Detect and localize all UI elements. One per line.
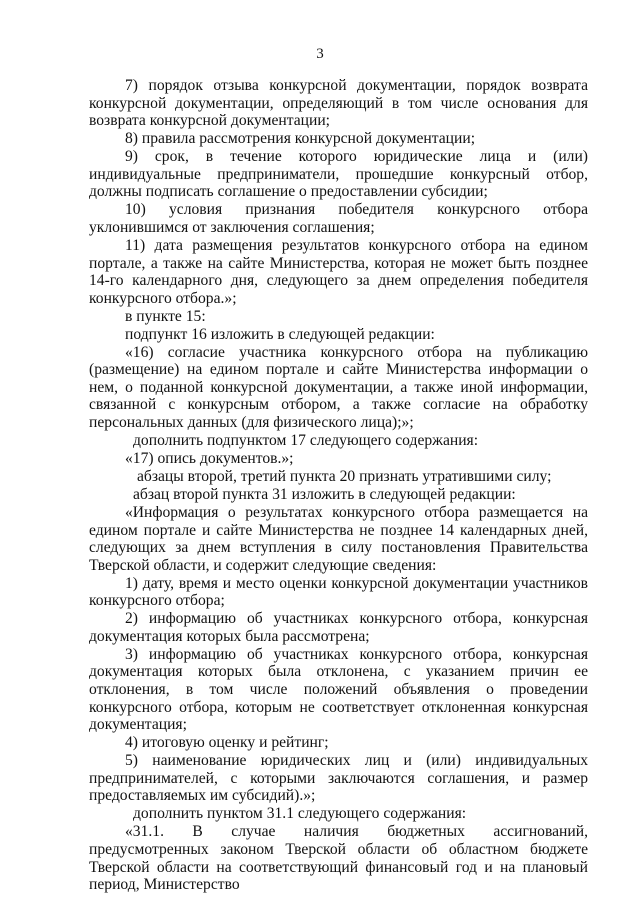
paragraph-results-info: «Информация о результатах конкурсного отбора размещается на едином портале и сайте Министерства не позднее 14 календарных дней, следующих за днем вступления в силу постановления Правительства Тверской области, и содержит следующие сведения: [89, 503, 588, 574]
paragraph-punkt-31-intro: абзац второй пункта 31 изложить в следующей редакции: [133, 485, 516, 503]
paragraph-item-7: 7) порядок отзыва конкурсной документации, порядок возврата конкурсной документации, определяющий в том числе основания для возврата конкурсной документации; [89, 77, 588, 130]
page-number: 3 [316, 46, 324, 62]
paragraph-item-17: «17) опись документов.»; [125, 449, 294, 467]
paragraph-item-10: 10) условия признания победителя конкурсного отбора уклонившимся от заключения соглашения; [89, 201, 588, 236]
paragraph-add-17-intro: дополнить подпунктом 17 следующего содержания: [133, 432, 479, 449]
document-body [89, 77, 588, 894]
paragraph-item-8: 8) правила рассмотрения конкурсной документации; [125, 130, 476, 148]
paragraph-punkt-20: абзацы второй, третий пункта 20 признать утратившими силу; [137, 467, 552, 485]
paragraph-add-31-1-intro: дополнить пунктом 31.1 следующего содержания: [133, 805, 467, 823]
paragraph-item-9: 9) срок, в течение которого юридические лица и (или) индивидуальные предприниматели, прошедшие конкурсный отбор, должны подписать соглашение о предоставлении субсидии; [89, 148, 588, 201]
paragraph-info-2: 2) информацию об участниках конкурсного отбора, конкурсная документация которых была рассмотрена; [89, 610, 588, 645]
paragraph-info-3: 3) информацию об участниках конкурсного отбора, конкурсная документация которых была отклонена, с указанием причин ее отклонения, в том числе положений объявления о проведении конкурсного отбора, которым не соответствует отклоненная конкурсная документация; [89, 645, 588, 734]
paragraph-item-11: 11) дата размещения результатов конкурсного отбора на едином портале, а также на сайте Министерства, которая не может быть позднее 14-го календарного дня, следующего за днем определения победителя конкурсного отбора.»; [89, 236, 588, 307]
paragraph-item-16: «16) согласие участника конкурсного отбора на публикацию (размещение) на едином портале и сайте Министерства информации о нем, о поданной конкурсной документации, а также иной информации, связанной с конкурсным отбором, а также согласие на обработку персональных данных (для физического лица);»; [89, 343, 588, 432]
paragraph-info-1: 1) дату, время и место оценки конкурсной документации участников конкурсного отбора; [89, 574, 588, 610]
paragraph-podpunkt-16-intro: подпункт 16 изложить в следующей редакции: [125, 325, 435, 343]
paragraph-item-31-1: «31.1. В случае наличия бюджетных ассигнований, предусмотренных законом Тверской области об областном бюджете Тверской области на соответствующий финансовый год и на плановый период, Министерство [89, 823, 588, 894]
paragraph-punkt-15: в пункте 15: [125, 307, 206, 325]
paragraph-info-5: 5) наименование юридических лиц и (или) индивидуальных предпринимателей, с которыми заключаются соглашения, и размер предоставляемых им субсидий).»; [89, 752, 588, 805]
paragraph-info-4: 4) итоговую оценку и рейтинг; [125, 734, 329, 752]
